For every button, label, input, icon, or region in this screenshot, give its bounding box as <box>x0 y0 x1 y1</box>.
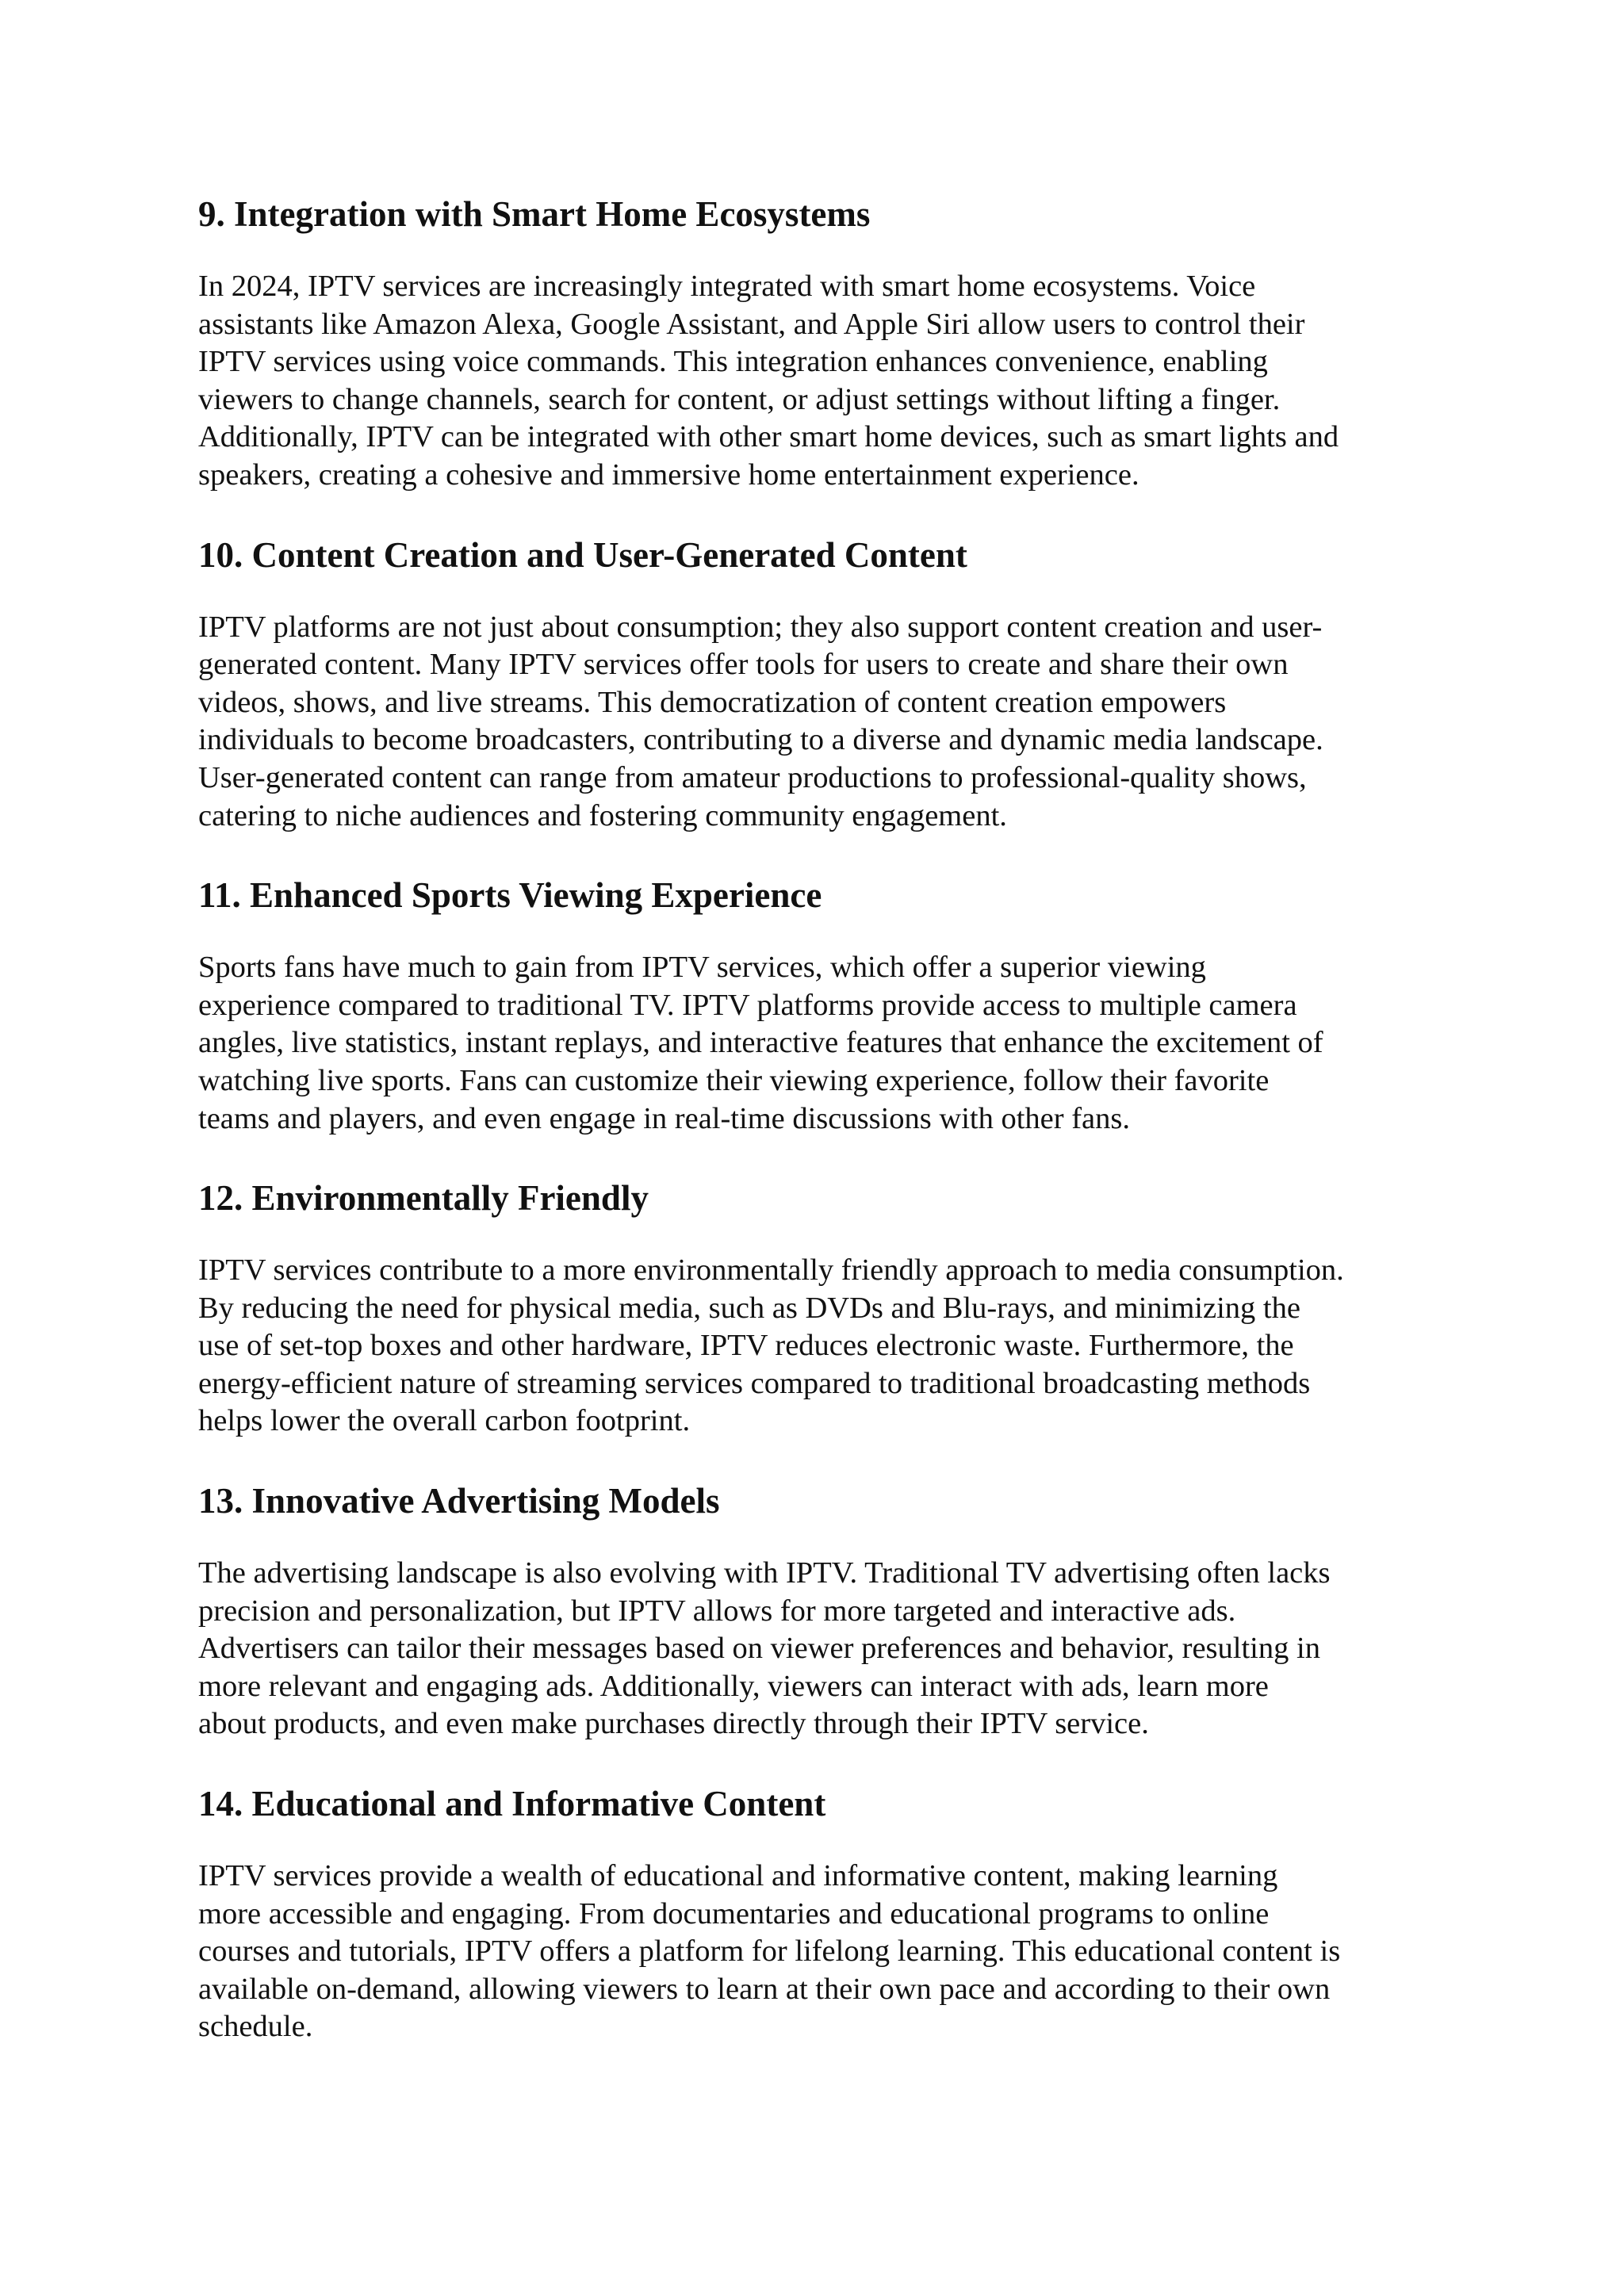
section-paragraph <box>198 1252 1435 1441</box>
section-paragraph <box>198 609 1435 836</box>
document-section <box>198 531 1435 836</box>
paragraph-line: Additionally, IPTV can be integrated with other smart home devices, such as smart lights and <box>198 420 1339 454</box>
section-heading: 12. Environmentally Friendly <box>198 1178 649 1219</box>
section-heading: 13. Innovative Advertising Models <box>198 1481 720 1521</box>
paragraph-line: helps lower the overall carbon footprint. <box>198 1404 691 1438</box>
document-section <box>198 1174 1435 1441</box>
paragraph-line: IPTV services provide a wealth of educational and informative content, making learning <box>198 1859 1278 1893</box>
paragraph-line: speakers, creating a cohesive and immersive home entertainment experience. <box>198 457 1139 492</box>
paragraph-line: generated content. Many IPTV services offer tools for users to create and share their own <box>198 648 1289 682</box>
section-heading: 10. Content Creation and User-Generated Content <box>198 534 967 575</box>
section-paragraph <box>198 949 1435 1138</box>
paragraph-line: schedule. <box>198 2010 313 2044</box>
paragraph-line: energy-efficient nature of streaming services compared to traditional broadcasting methods <box>198 1366 1311 1400</box>
paragraph-line: IPTV services contribute to a more environmentally friendly approach to media consumption. <box>198 1253 1344 1288</box>
paragraph-line: Sports fans have much to gain from IPTV services, which offer a superior viewing <box>198 951 1206 985</box>
paragraph-line: about products, and even make purchases directly through their IPTV service. <box>198 1707 1149 1741</box>
paragraph-line: Advertisers can tailor their messages based on viewer preferences and behavior, resulting in <box>198 1632 1320 1666</box>
paragraph-line: more accessible and engaging. From documentaries and educational programs to online <box>198 1896 1270 1931</box>
paragraph-line: available on-demand, allowing viewers to learn at their own pace and according to their own <box>198 1972 1331 2006</box>
paragraph-line: videos, shows, and live streams. This democratization of content creation empowers <box>198 685 1227 719</box>
paragraph-line: assistants like Amazon Alexa, Google Assistant, and Apple Siri allow users to control their <box>198 307 1305 341</box>
section-paragraph <box>198 1858 1435 2046</box>
document-section <box>198 190 1435 495</box>
paragraph-line: catering to niche audiences and fostering community engagement. <box>198 798 1007 832</box>
paragraph-line: watching live sports. Fans can customize their viewing experience, follow their favorite <box>198 1063 1270 1097</box>
paragraph-line: viewers to change channels, search for content, or adjust settings without lifting a finger. <box>198 382 1281 416</box>
section-paragraph <box>198 1555 1435 1743</box>
paragraph-line: IPTV platforms are not just about consumption; they also support content creation and user- <box>198 610 1323 644</box>
document-section <box>198 1780 1435 2046</box>
paragraph-line: use of set-top boxes and other hardware, IPTV reduces electronic waste. Furthermore, the <box>198 1329 1294 1363</box>
section-heading: 9. Integration with Smart Home Ecosystems <box>198 194 871 234</box>
paragraph-line: The advertising landscape is also evolving with IPTV. Traditional TV advertising often lacks <box>198 1556 1331 1590</box>
paragraph-line: angles, live statistics, instant replays, and interactive features that enhance the excitement of <box>198 1026 1323 1060</box>
paragraph-line: individuals to become broadcasters, contributing to a diverse and dynamic media landscape. <box>198 723 1323 757</box>
paragraph-line: User-generated content can range from amateur productions to professional-quality shows, <box>198 760 1307 794</box>
paragraph-line: experience compared to traditional TV. IPTV platforms provide access to multiple camera <box>198 988 1297 1022</box>
section-paragraph <box>198 268 1435 495</box>
paragraph-line: teams and players, and even engage in real-time discussions with other fans. <box>198 1101 1130 1135</box>
document-section <box>198 1477 1435 1743</box>
paragraph-line: precision and personalization, but IPTV allows for more targeted and interactive ads. <box>198 1594 1236 1628</box>
section-heading: 14. Educational and Informative Content <box>198 1784 826 1824</box>
paragraph-line: more relevant and engaging ads. Additionally, viewers can interact with ads, learn more <box>198 1669 1269 1703</box>
paragraph-line: IPTV services using voice commands. This integration enhances convenience, enabling <box>198 345 1268 379</box>
paragraph-line: courses and tutorials, IPTV offers a platform for lifelong learning. This educational content is <box>198 1934 1341 1969</box>
document-body <box>198 190 1435 2083</box>
paragraph-line: By reducing the need for physical media, such as DVDs and Blu-rays, and minimizing the <box>198 1291 1300 1325</box>
document-section <box>198 871 1435 1138</box>
section-heading: 11. Enhanced Sports Viewing Experience <box>198 875 822 916</box>
paragraph-line: In 2024, IPTV services are increasingly integrated with smart home ecosystems. Voice <box>198 270 1256 303</box>
